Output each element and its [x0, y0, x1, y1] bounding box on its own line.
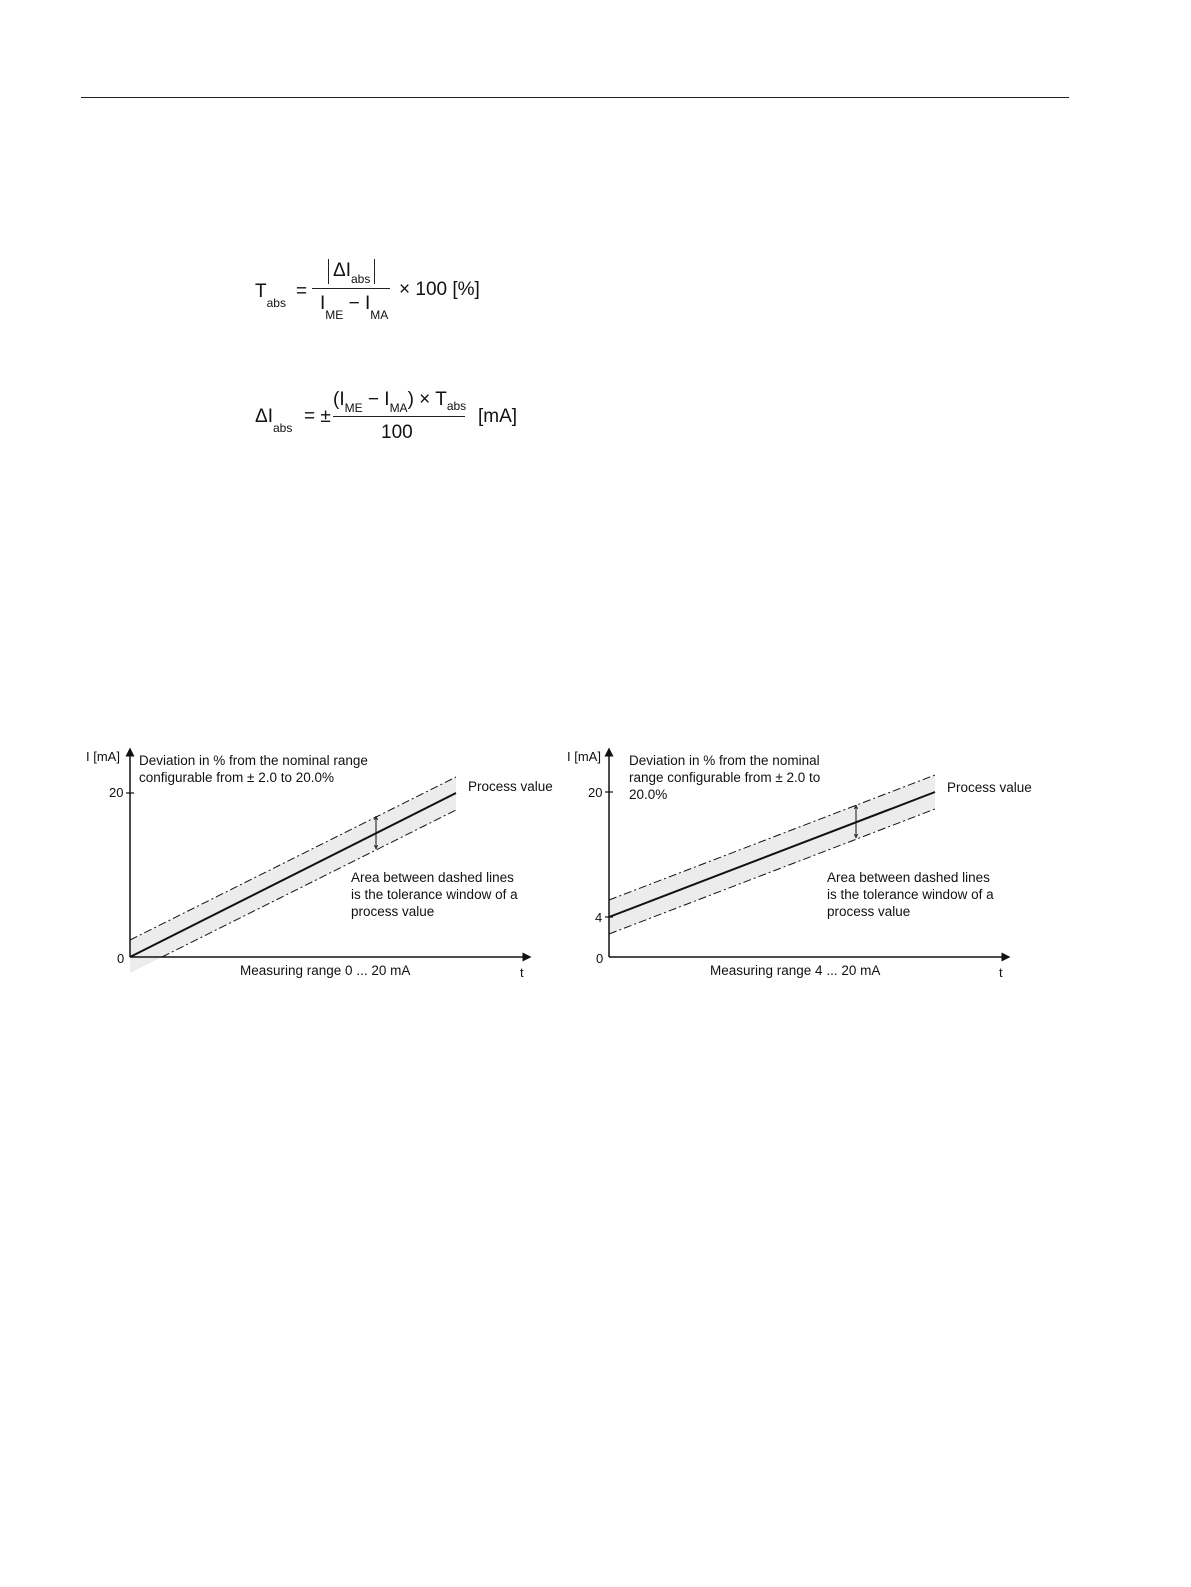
tolerance-note-line2: is the tolerance window of a — [351, 887, 518, 902]
deviation-note-line2: range configurable from ± 2.0 to — [629, 770, 821, 785]
f2-lhs: $\Delta I_{abs}$ — [255, 406, 293, 435]
tolerance-note-line3: process value — [351, 904, 435, 919]
tolerance-note-line1: Area between dashed lines — [827, 870, 990, 885]
deviation-note-line2: configurable from ± 2.0 to 20.0% — [139, 770, 335, 785]
f1-equals: = — [296, 281, 308, 302]
deviation-note-line1: Deviation in % from the nominal — [629, 753, 820, 768]
figure-0-20ma — [86, 749, 553, 980]
f1-tail: × 100 [%] — [399, 279, 480, 300]
deviation-note-line1: Deviation in % from the nominal range — [139, 753, 368, 768]
y-tick-label-0: 0 — [596, 951, 604, 966]
f2-denominator: 100 — [381, 422, 413, 443]
x-axis-label: t — [999, 965, 1003, 980]
measuring-range-label: Measuring range 4 ... 20 mA — [710, 963, 881, 978]
x-axis-label: t — [520, 965, 524, 980]
tolerance-note-line2: is the tolerance window of a — [827, 887, 994, 902]
y-tick-label-0: 0 — [117, 951, 125, 966]
y-tick-label-4: 4 — [595, 910, 603, 925]
deviation-note-line3: 20.0% — [629, 787, 668, 802]
f1-numerator: $\Delta I_{abs}$ — [333, 260, 371, 286]
f1-denominator: $I_{ME} - I_{MA}$ — [320, 293, 389, 322]
y-axis-label: I [mA] — [567, 749, 601, 764]
f2-tail: [mA] — [478, 406, 518, 427]
tolerance-note-line3: process value — [827, 904, 911, 919]
y-tick-label-20: 20 — [588, 785, 603, 800]
f2-equals: = ± — [304, 406, 331, 427]
figure-4-20ma — [567, 749, 1032, 980]
measuring-range-label: Measuring range 0 ... 20 mA — [240, 963, 411, 978]
y-tick-label-20: 20 — [109, 785, 124, 800]
process-value-label: Process value — [947, 780, 1032, 795]
process-value-label: Process value — [468, 779, 553, 794]
f2-numerator: $(I_{ME} - I_{MA}) \times T_{abs}$ — [333, 389, 467, 415]
f1-lhs: $T_{abs}$ — [255, 281, 286, 310]
tolerance-note-line1: Area between dashed lines — [351, 870, 514, 885]
y-axis-label: I [mA] — [86, 749, 120, 764]
